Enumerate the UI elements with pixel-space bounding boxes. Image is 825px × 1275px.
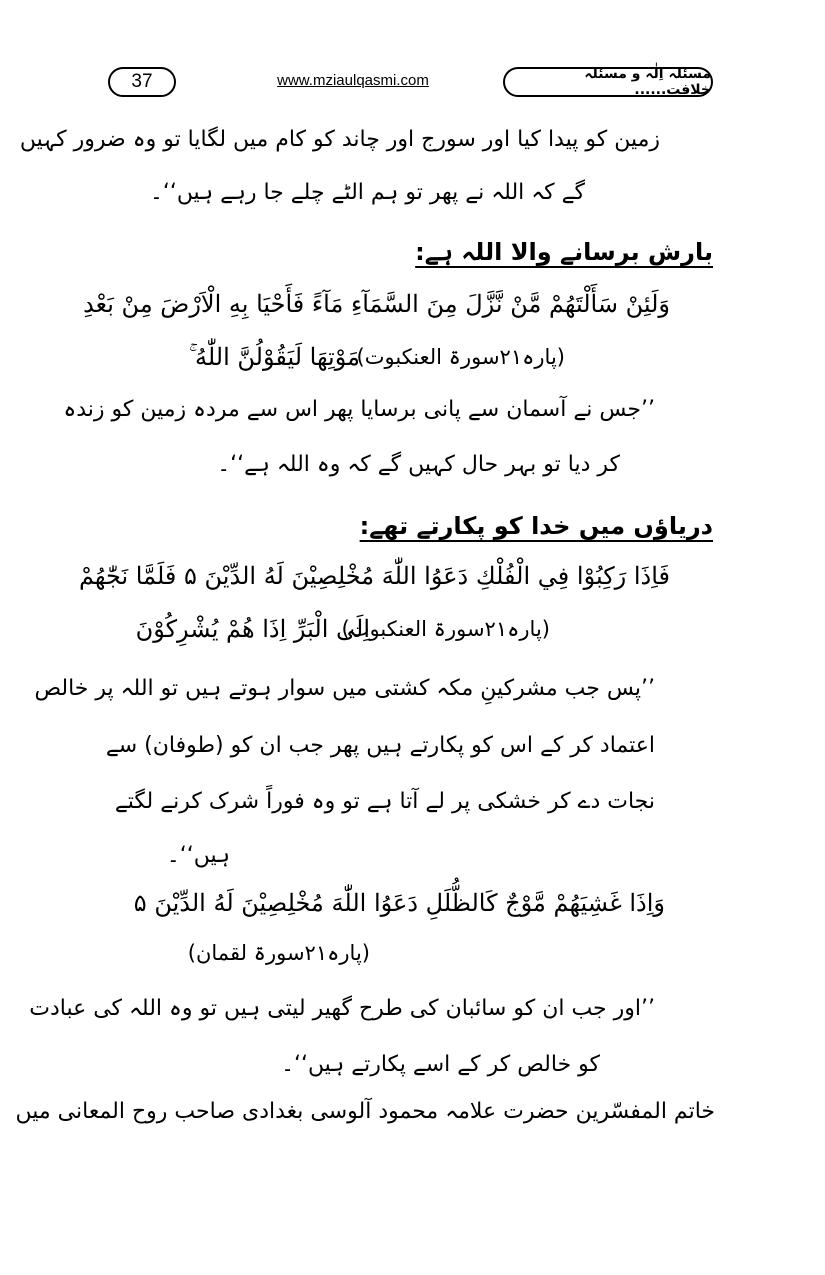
verse-1-line-2: مَوْتِهَا لَيَقُوْلُنَّ اللّٰهُ ۚ <box>188 343 360 371</box>
verse-2-line-1: فَاِذَا رَكِبُوْا فِي الْفُلْكِ دَعَوُا اللّٰهَ مُخْلِصِيْنَ لَهُ الدِّيْنَ ۵ فَلَمَّا نَجّٰهُمْ <box>78 562 670 590</box>
closing-line: خاتم المفسّرین حضرت علامہ محمود آلوسی بغدادی صاحب روح المعانی میں <box>15 1099 715 1124</box>
translation-2-line-1: ’’پس جب مشرکینِ مکہ کشتی میں سوار ہوتے ہیں تو اللہ پر خالص <box>34 676 655 701</box>
intro-line-2: گے کہ اللہ نے پھر تو ہم الٹے چلے جا رہے ہیں‘‘۔ <box>149 180 585 205</box>
translation-1-line-1: ’’جس نے آسمان سے پانی برسایا پھر اس سے مردہ زمین کو زندہ <box>63 397 655 422</box>
website-link[interactable]: www.mziaulqasmi.com <box>277 72 429 89</box>
translation-1-line-2: کر دیا تو بہر حال کہیں گے کہ وہ اللہ ہے‘‘۔ <box>217 452 620 477</box>
verse-2-line-2: اِلَى الْبَرِّ اِذَا هُمْ يُشْرِكُوْنَ <box>135 615 370 643</box>
intro-line-1: زمین کو پیدا کیا اور سورج اور چاند کو کام میں لگایا تو وہ ضرور کہیں <box>19 127 660 152</box>
verse-3-reference: (پارہ۲۱سورۃ لقمان) <box>187 941 370 965</box>
translation-2-line-2: اعتماد کر کے اس کو پکارتے ہیں پھر جب ان کو (طوفان) سے <box>105 733 655 758</box>
book-title-header: مسئلہ اِلٰہ و مسئلہ خلافت...... <box>503 67 713 97</box>
translation-3-line-2: کو خالص کر کے اسے پکارتے ہیں‘‘۔ <box>281 1052 600 1077</box>
verse-3-line-1: وَاِذَا غَشِيَهُمْ مَّوْجٌ كَالظُّلَلِ دَعَوُا اللّٰهَ مُخْلِصِيْنَ لَهُ الدِّيْنَ ۵ <box>133 889 665 917</box>
page-number: 37 <box>108 67 176 97</box>
verse-1-reference: (پارہ۲۱سورۃ العنکبوت) <box>356 345 565 369</box>
translation-3-line-1: ’’اور جب ان کو سائبان کی طرح گھیر لیتی ہیں تو وہ اللہ کی عبادت <box>29 996 655 1021</box>
translation-2-line-4: ہیں‘‘۔ <box>166 843 230 868</box>
translation-2-line-3: نجات دے کر خشکی پر لے آتا ہے تو وہ فوراً شرک کرنے لگتے <box>114 789 655 814</box>
section-heading-rivers: دریاؤں میں خدا کو پکارتے تھے: <box>359 512 713 540</box>
verse-2-reference: (پارہ۲۱سورۃ العنکبوت) <box>341 617 550 641</box>
section-heading-rain: بارش برسانے والا اللہ ہے: <box>415 238 713 266</box>
verse-1-line-1: وَلَئِنْ سَأَلْتَهُمْ مَّنْ نَّزَّلَ مِنَ السَّمَآءِ مَآءً فَأَحْيَا بِهِ الْاَرْضَ مِنْ بَعْدِ <box>83 290 670 318</box>
